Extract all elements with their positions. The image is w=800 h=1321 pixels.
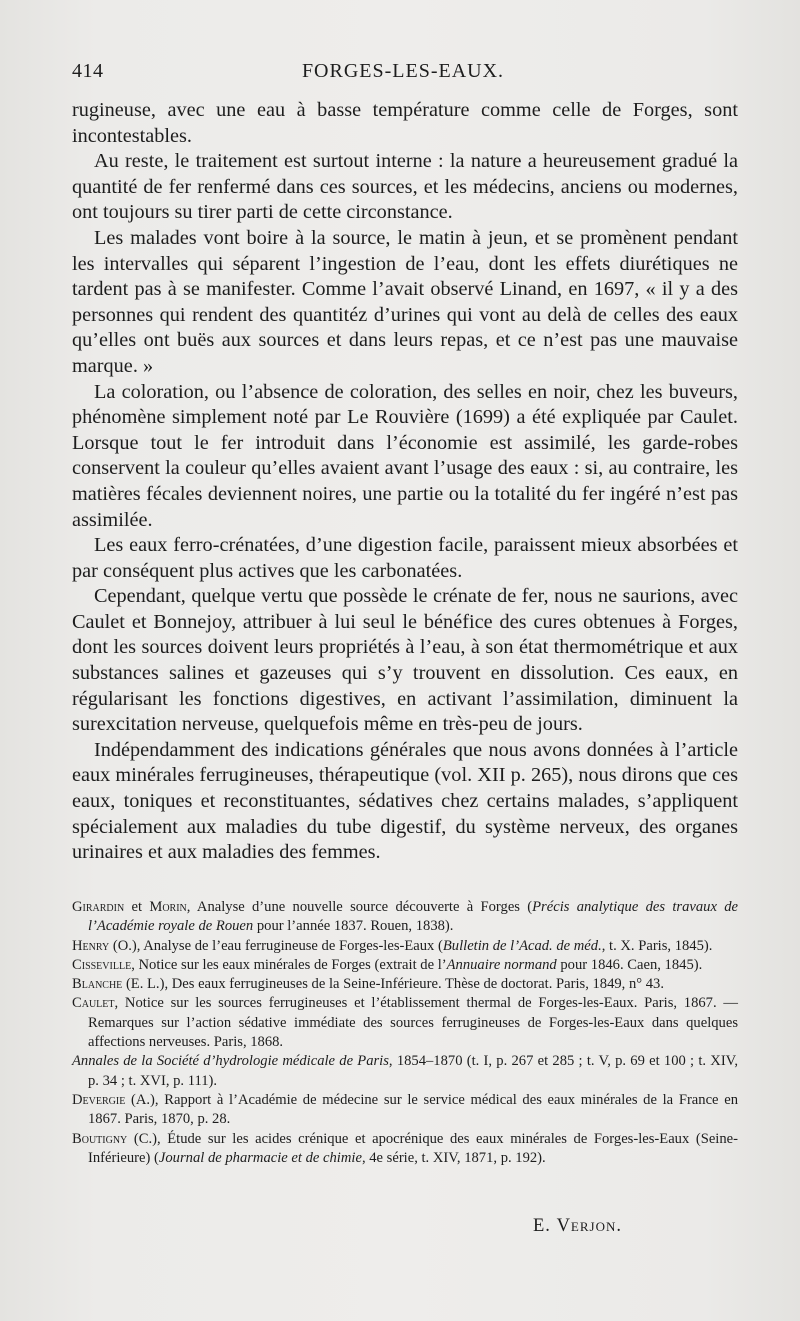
bibliography-entry: Caulet, Notice sur les sources ferrugineuses et l’établissement thermal de Forges-les-Eaux. Paris, 1867. — Remarques sur l’action sédative immédiate des sources ferrugineuses de Forges-les-Eaux dans quelques affections nerveuses. Paris, 1868. — [72, 995, 738, 1051]
paragraph: Cependant, quelque vertu que possède le crénate de fer, nous ne saurions, avec Caulet et Bonnejoy, attribuer à lui seul le bénéfice des cures obtenues à Forges, dont les sources doivent leurs propriétés à l’eau, à son état thermométrique et aux substances salines et gazeuses qui s’y trouvent en dissolution. Ces eaux, en régularisant les fonctions digestives, en activant l’assimilation, diminuent la surexcitation nerveuse, quelquefois même en très-peu de jours. — [72, 585, 738, 736]
paragraph: rugineuse, avec une eau à basse température comme celle de Forges, sont incontestables. — [72, 99, 738, 147]
bibliography — [72, 898, 738, 1168]
body-text — [72, 98, 738, 866]
bibliography-entry: Henry (O.), Analyse de l’eau ferrugineuse de Forges-les-Eaux (Bulletin de l’Acad. de méd., t. X. Paris, 1845). — [72, 937, 713, 954]
author-signature: E. Verjon. — [533, 1216, 622, 1236]
paragraph: Les eaux ferro-crénatées, d’une digestion facile, paraissent mieux absorbées et par conséquent plus actives que les carbonatées. — [72, 534, 738, 582]
paragraph: Indépendamment des indications générales que nous avons données à l’article eaux minérales ferrugineuses, thérapeutique (vol. XII p. 265), nous dirons que ces eaux, toniques et reconstituantes, sédatives chez certains malades, s’appliquent spécialement aux maladies du tube digestif, du système nerveux, des organes urinaires et aux maladies des femmes. — [72, 738, 738, 864]
bibliography-entry: Annales de la Société d’hydrologie médicale de Paris, 1854–1870 (t. I, p. 267 et 285 ; t. V, p. 69 et 100 ; t. XIV, p. 34 ; t. XVI, p. 111). — [72, 1053, 738, 1089]
bibliography-entry: Blanche (E. L.), Des eaux ferrugineuses de la Seine-Inférieure. Thèse de doctorat. Paris, 1849, n° 43. — [72, 976, 664, 993]
bibliography-entry: Devergie (A.), Rapport à l’Académie de médecine sur le service médical des eaux minérales de la France en 1867. Paris, 1870, p. 28. — [72, 1091, 738, 1128]
bibliography-entry: Girardin et Morin, Analyse d’une nouvelle source découverte à Forges (Précis analytique des travaux de l’Académie royale de Rouen pour l’année 1837. Rouen, 1838). — [72, 899, 738, 935]
page-number: 414 — [72, 60, 104, 82]
paragraph: Les malades vont boire à la source, le matin à jeun, et se promènent pendant les intervalles qui séparent l’ingestion de l’eau, dont les effets diurétiques ne tardent pas à se manifester. Comme l’avait observé Linand, en 1697, « il y a des personnes qui rendent des quantitéz d’urines qui vont au delà de celles des eaux qu’elles ont buës aux sources et dans leurs repas, et ce n’est pas une mauvaise marque. » — [72, 226, 738, 377]
running-title: FORGES-LES-EAUX. — [301, 60, 505, 82]
bibliography-entry: Boutigny (C.), Étude sur les acides crénique et apocrénique des eaux minérales de Forges-les-Eaux (Seine-Inférieure) (Journal de pharmacie et de chimie, 4e série, t. XIV, 1871, p. 192). — [72, 1130, 738, 1166]
paragraph: Au reste, le traitement est surtout interne : la nature a heureusement gradué la quantité de fer renfermé dans ces sources, et les médecins, anciens ou modernes, ont toujours su tirer parti de cette circonstance. — [72, 150, 738, 224]
paragraph: La coloration, ou l’absence de coloration, des selles en noir, chez les buveurs, phénomène simplement noté par Le Rouvière (1699) a été expliquée par Caulet. Lorsque tout le fer introduit dans l’économie est assimilé, les garde-robes conservent la couleur qu’elles avaient avant l’usage des eaux : si, au contraire, les matières fécales deviennent noires, une partie ou la totalité du fer ingéré n’est pas assimilée. — [72, 380, 738, 531]
bibliography-entry: Cisseville, Notice sur les eaux minérales de Forges (extrait de l’Annuaire normand pour 1846. Caen, 1845). — [72, 956, 703, 973]
running-head — [72, 60, 734, 86]
